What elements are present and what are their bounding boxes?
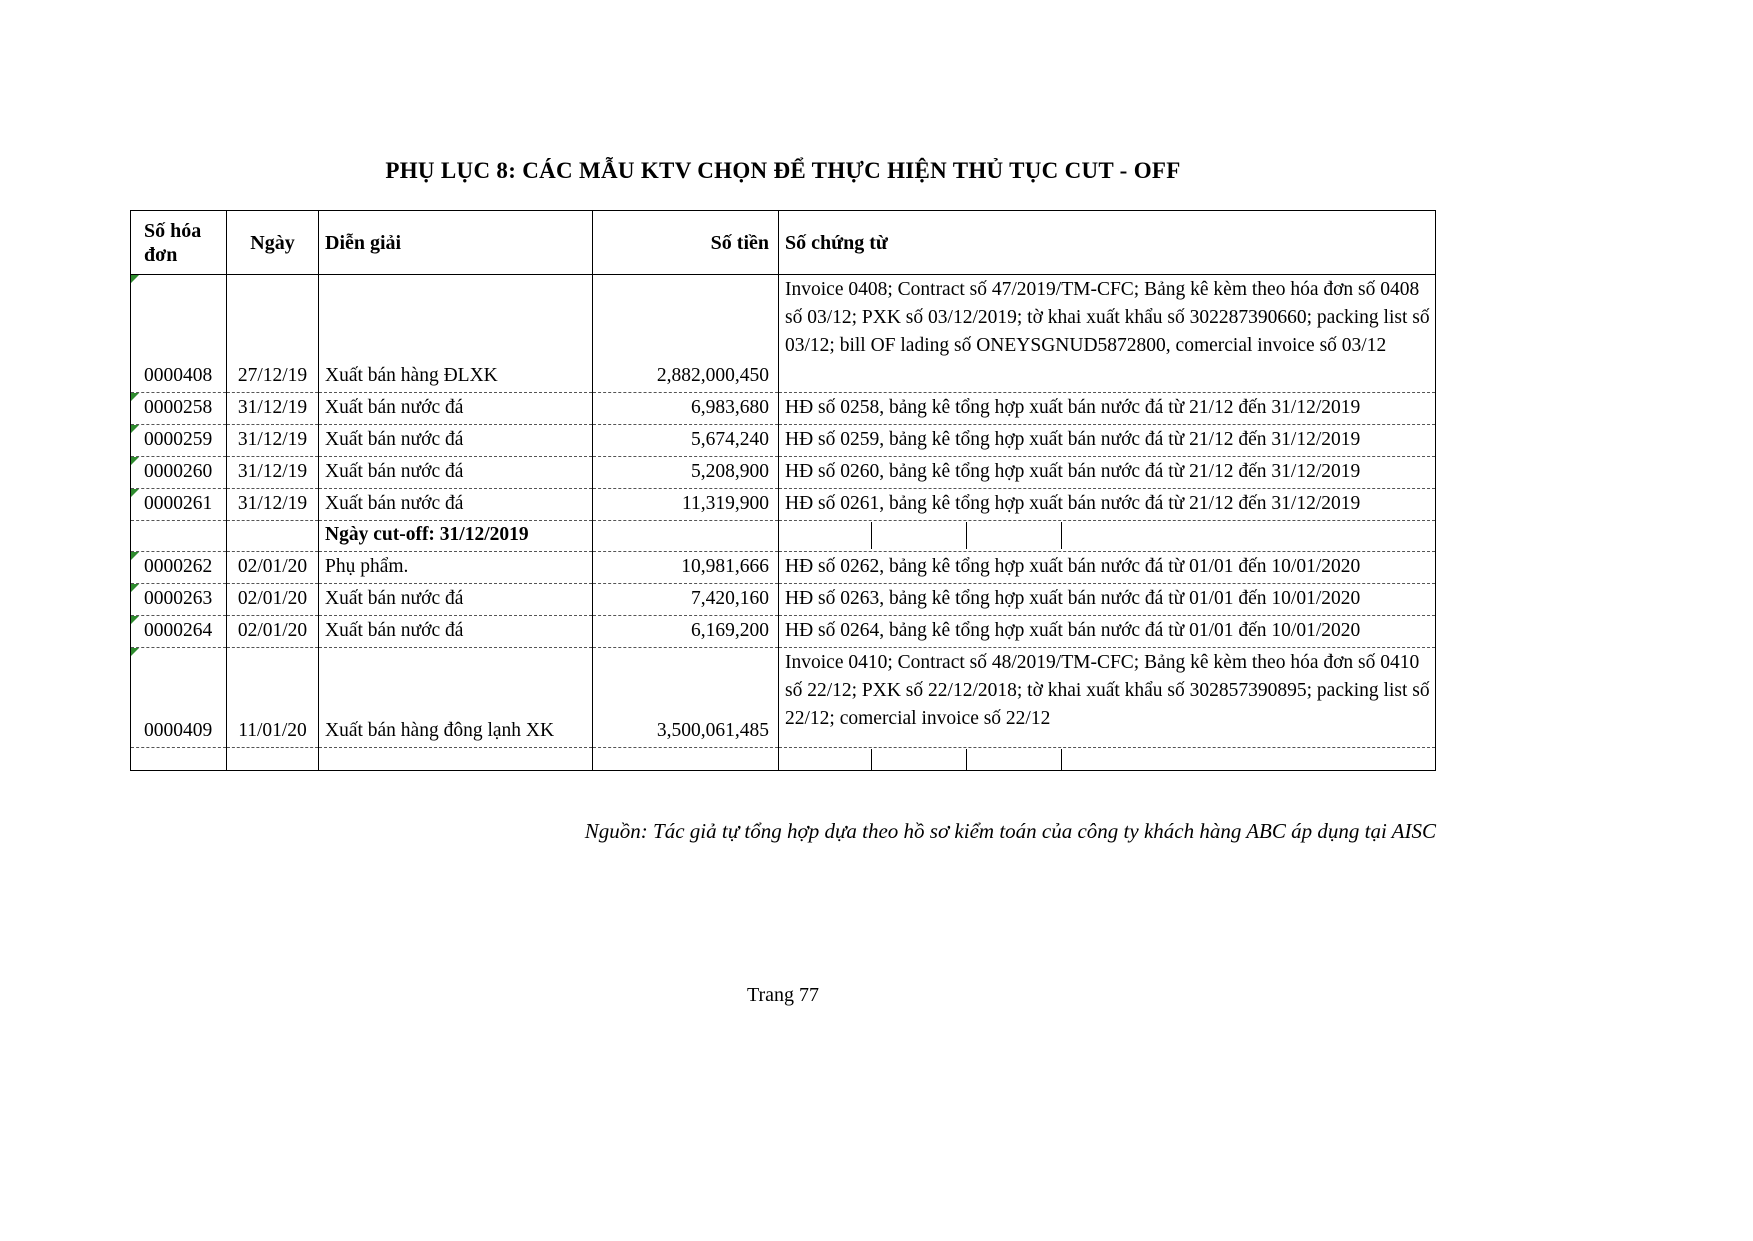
subcell-group xyxy=(779,749,1435,770)
cutoff-row xyxy=(131,521,1436,552)
amount-cell xyxy=(593,748,779,771)
empty-row xyxy=(131,748,1436,771)
invoice-cell: 0000263 xyxy=(131,584,227,616)
header-date: Ngày xyxy=(227,211,319,275)
invoice-cell: 0000408 xyxy=(131,275,227,393)
cell-flag-triangle-icon xyxy=(131,584,139,592)
cell-flag-triangle-icon xyxy=(131,489,139,497)
empty-subcell xyxy=(779,749,871,770)
invoice-cell: 0000261 xyxy=(131,489,227,521)
source-note: Nguồn: Tác giả tự tổng hợp dựa theo hồ sơ kiểm toán của công ty khách hàng ABC áp dụng tại AISC xyxy=(584,819,1436,843)
description-cell: Xuất bán nước đá xyxy=(319,616,593,648)
description-cell: Xuất bán nước đá xyxy=(319,425,593,457)
invoice-row xyxy=(131,648,1436,748)
documents-cell xyxy=(779,748,1436,771)
documents-cell xyxy=(779,521,1436,552)
date-cell: 27/12/19 xyxy=(227,275,319,393)
invoice-row xyxy=(131,393,1436,425)
invoice-row xyxy=(131,425,1436,457)
documents-cell: Invoice 0410; Contract số 48/2019/TM-CFC; Bảng kê kèm theo hóa đơn số 0410 số 22/12; PXK số 22/12/2018; tờ khai xuất khẩu số 302857390895; packing list số 22/12; comercial invoice số 22/12 xyxy=(779,648,1436,748)
amount-cell: 5,208,900 xyxy=(593,457,779,489)
header-documents: Số chứng từ xyxy=(779,211,1436,275)
date-cell: 31/12/19 xyxy=(227,489,319,521)
cell-flag-triangle-icon xyxy=(131,393,139,401)
description-cell: Xuất bán hàng đông lạnh XK xyxy=(319,648,593,748)
empty-subcell xyxy=(1061,522,1435,549)
amount-cell: 10,981,666 xyxy=(593,552,779,584)
invoice-cell: 0000260 xyxy=(131,457,227,489)
document-page xyxy=(130,0,1436,1007)
amount-cell: 3,500,061,485 xyxy=(593,648,779,748)
table-header-row xyxy=(131,211,1436,275)
cutoff-samples-table xyxy=(130,210,1436,771)
page-number: Trang 77 xyxy=(746,984,820,1006)
invoice-cell xyxy=(131,521,227,552)
header-description: Diễn giải xyxy=(319,211,593,275)
description-cell: Xuất bán nước đá xyxy=(319,584,593,616)
header-amount: Số tiền xyxy=(593,211,779,275)
empty-subcell xyxy=(966,749,1061,770)
amount-cell: 6,983,680 xyxy=(593,393,779,425)
date-cell: 31/12/19 xyxy=(227,393,319,425)
amount-cell: 6,169,200 xyxy=(593,616,779,648)
empty-subcell xyxy=(871,749,966,770)
documents-cell: HĐ số 0263, bảng kê tổng hợp xuất bán nước đá từ 01/01 đến 10/01/2020 xyxy=(779,584,1436,616)
documents-cell: HĐ số 0261, bảng kê tổng hợp xuất bán nước đá từ 21/12 đến 31/12/2019 xyxy=(779,489,1436,521)
empty-subcell xyxy=(871,522,966,549)
invoice-row xyxy=(131,489,1436,521)
documents-cell: HĐ số 0262, bảng kê tổng hợp xuất bán nước đá từ 01/01 đến 10/01/2020 xyxy=(779,552,1436,584)
invoice-row xyxy=(131,275,1436,393)
date-cell: 02/01/20 xyxy=(227,552,319,584)
description-cell: Xuất bán nước đá xyxy=(319,393,593,425)
amount-cell: 5,674,240 xyxy=(593,425,779,457)
date-cell xyxy=(227,521,319,552)
cell-flag-triangle-icon xyxy=(131,616,139,624)
description-cell: Phụ phẩm. xyxy=(319,552,593,584)
cell-flag-triangle-icon xyxy=(131,457,139,465)
subcell-group xyxy=(779,522,1435,549)
documents-cell: HĐ số 0264, bảng kê tổng hợp xuất bán nước đá từ 01/01 đến 10/01/2020 xyxy=(779,616,1436,648)
documents-cell: Invoice 0408; Contract số 47/2019/TM-CFC; Bảng kê kèm theo hóa đơn số 0408 số 03/12; PXK số 03/12/2019; tờ khai xuất khẩu số 302287390660; packing list số 03/12; bill OF lading số ONEYSGNUD5872800, comercial invoice số 03/12 xyxy=(779,275,1436,393)
table-body xyxy=(131,275,1436,771)
invoice-row xyxy=(131,552,1436,584)
documents-cell: HĐ số 0258, bảng kê tổng hợp xuất bán nước đá từ 21/12 đến 31/12/2019 xyxy=(779,393,1436,425)
description-cell: Xuất bán nước đá xyxy=(319,489,593,521)
date-cell: 31/12/19 xyxy=(227,457,319,489)
invoice-cell: 0000262 xyxy=(131,552,227,584)
documents-cell: HĐ số 0259, bảng kê tổng hợp xuất bán nước đá từ 21/12 đến 31/12/2019 xyxy=(779,425,1436,457)
empty-subcell xyxy=(966,522,1061,549)
empty-subcell xyxy=(1061,749,1435,770)
amount-cell xyxy=(593,521,779,552)
description-cell xyxy=(319,748,593,771)
invoice-row xyxy=(131,457,1436,489)
header-invoice-number: Số hóa đơn xyxy=(131,211,227,275)
page-title: PHỤ LỤC 8: CÁC MẪU KTV CHỌN ĐỂ THỰC HIỆN THỦ TỤC CUT - OFF xyxy=(385,158,1181,183)
documents-cell: HĐ số 0260, bảng kê tổng hợp xuất bán nước đá từ 21/12 đến 31/12/2019 xyxy=(779,457,1436,489)
invoice-cell: 0000264 xyxy=(131,616,227,648)
date-cell: 02/01/20 xyxy=(227,616,319,648)
invoice-row xyxy=(131,616,1436,648)
description-cell: Xuất bán nước đá xyxy=(319,457,593,489)
invoice-cell: 0000409 xyxy=(131,648,227,748)
invoice-cell xyxy=(131,748,227,771)
date-cell xyxy=(227,748,319,771)
description-cell: Xuất bán hàng ĐLXK xyxy=(319,275,593,393)
description-cell: Ngày cut-off: 31/12/2019 xyxy=(319,521,593,552)
amount-cell: 11,319,900 xyxy=(593,489,779,521)
empty-subcell xyxy=(779,522,871,549)
cell-flag-triangle-icon xyxy=(131,425,139,433)
invoice-cell: 0000258 xyxy=(131,393,227,425)
cell-flag-triangle-icon xyxy=(131,648,139,656)
cell-flag-triangle-icon xyxy=(131,275,139,283)
invoice-row xyxy=(131,584,1436,616)
invoice-cell: 0000259 xyxy=(131,425,227,457)
date-cell: 11/01/20 xyxy=(227,648,319,748)
date-cell: 31/12/19 xyxy=(227,425,319,457)
cell-flag-triangle-icon xyxy=(131,552,139,560)
date-cell: 02/01/20 xyxy=(227,584,319,616)
amount-cell: 7,420,160 xyxy=(593,584,779,616)
amount-cell: 2,882,000,450 xyxy=(593,275,779,393)
